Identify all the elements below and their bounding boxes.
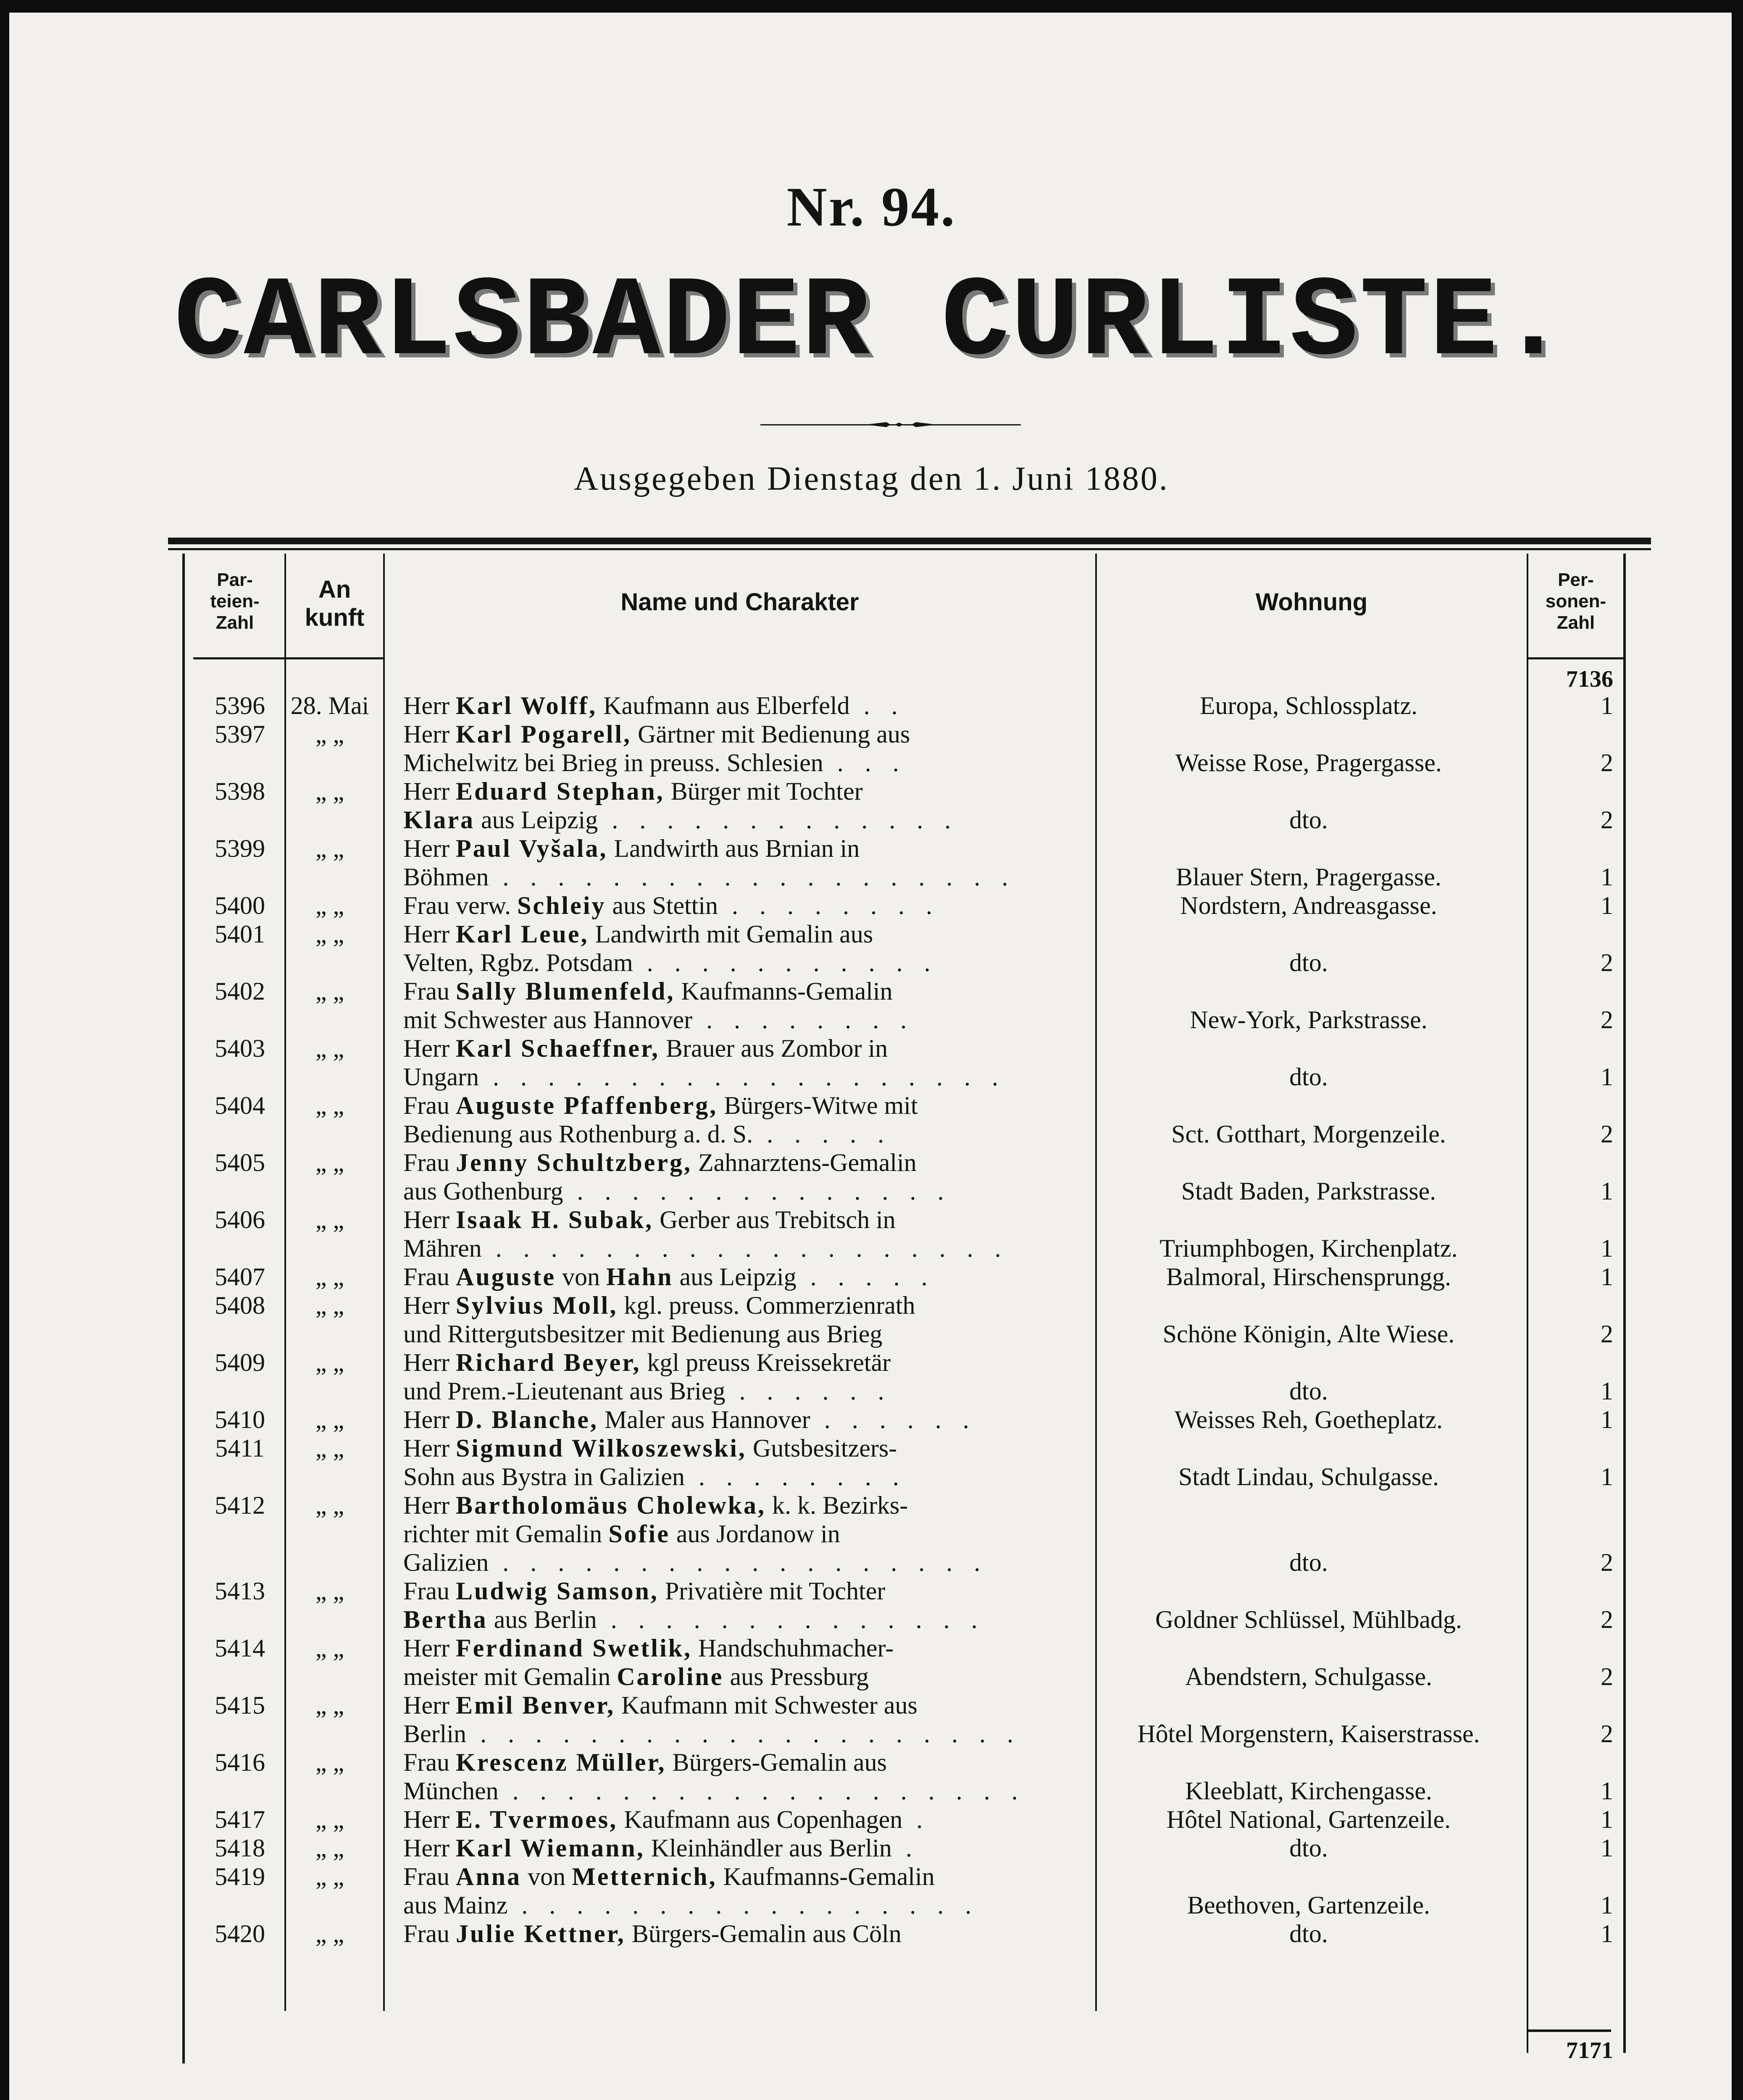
- entry-residence: dto.: [1289, 949, 1328, 976]
- entry-text: Frau: [403, 1920, 456, 1948]
- entry-residence: Stadt Baden, Parkstrasse.: [1181, 1177, 1436, 1205]
- title-ornament-rule: [760, 422, 1021, 428]
- entry-name-line: [403, 950, 1075, 975]
- entry-text: von: [521, 1863, 572, 1890]
- entry-text: Bürgers-Witwe mit: [718, 1092, 918, 1119]
- entry-arrival: „ „: [315, 1920, 344, 1948]
- entry-number: 5413: [215, 1577, 265, 1605]
- header-persons-line3: Zahl: [1556, 612, 1595, 633]
- entry-arrival: „ „: [315, 1834, 344, 1862]
- guest-name: Sally Blumenfeld,: [455, 977, 675, 1005]
- entry-text: Herr: [403, 920, 456, 948]
- entry-residence: Nordstern, Andreasgasse.: [1180, 892, 1437, 919]
- entry-text: Kaufmann aus Copenhagen: [618, 1806, 903, 1833]
- entry-name-line: [403, 1578, 1075, 1604]
- entry-text: mit Schwester aus Hannover: [403, 1006, 693, 1034]
- entry-persons: 1: [1601, 863, 1613, 891]
- entry-text: Herr: [403, 1634, 456, 1662]
- entry-text: Herr: [403, 1834, 456, 1862]
- entry-arrival: „ „: [315, 920, 344, 948]
- entry-text: richter mit Gemalin: [403, 1520, 609, 1548]
- leader-dots: . . . . . . . .: [692, 1006, 915, 1034]
- guest-name: Eduard Stephan,: [455, 777, 665, 805]
- entry-text: aus Pressburg: [723, 1663, 869, 1690]
- entry-number: 5405: [215, 1149, 265, 1176]
- entry-text: Frau: [403, 977, 456, 1005]
- entry-name-line: [403, 1007, 1075, 1032]
- guest-name: Sylvius Moll,: [455, 1292, 618, 1319]
- entry-name-line: [403, 1407, 1075, 1432]
- entry-name-line: [403, 1293, 1075, 1318]
- entry-arrival: „ „: [315, 777, 344, 805]
- entry-number: 5416: [215, 1748, 265, 1776]
- entry-name-line: [403, 1179, 1075, 1204]
- entry-text: Frau: [403, 1577, 456, 1605]
- entry-text: Berlin: [403, 1720, 466, 1748]
- entry-arrival: „ „: [315, 977, 344, 1005]
- entry-arrival: 28. Mai: [290, 692, 369, 719]
- entry-number: 5404: [215, 1092, 265, 1119]
- entry-text: aus Gothenburg: [403, 1177, 563, 1205]
- leader-dots: . . . . . . . .: [718, 892, 940, 919]
- column-divider-name: [383, 554, 385, 2011]
- entry-arrival: „ „: [315, 1034, 344, 1062]
- entry-number: 5402: [215, 977, 265, 1005]
- entry-arrival: „ „: [315, 1491, 344, 1519]
- entry-persons: 2: [1601, 1320, 1613, 1348]
- entry-residence: Beethoven, Gartenzeile.: [1187, 1891, 1430, 1919]
- entry-residence: dto.: [1289, 1377, 1328, 1405]
- entry-number: 5397: [215, 720, 265, 748]
- entry-text: aus Berlin: [487, 1606, 597, 1633]
- header-number-line3: Zahl: [216, 612, 254, 633]
- entry-persons: 1: [1601, 1463, 1613, 1491]
- entry-number: 5410: [215, 1406, 265, 1433]
- entry-name-line: [403, 1378, 1075, 1404]
- leader-dots: . . . . . . . . . . . . . . . . . .: [489, 1549, 988, 1576]
- entry-name-line: [403, 921, 1075, 947]
- total-rule: [1527, 2029, 1611, 2032]
- leader-dots: . . . . .: [796, 1263, 935, 1291]
- entry-persons: 1: [1601, 1063, 1613, 1091]
- entry-arrival: „ „: [315, 1691, 344, 1719]
- entry-text: aus Stettin: [606, 892, 718, 919]
- entry-arrival: „ „: [315, 1577, 344, 1605]
- entry-number: 5418: [215, 1834, 265, 1862]
- entry-number: 5408: [215, 1292, 265, 1319]
- entry-persons: 2: [1601, 1606, 1613, 1633]
- entry-name-line: [403, 1521, 1075, 1546]
- entry-residence: Stadt Lindau, Schulgasse.: [1178, 1463, 1439, 1491]
- entry-text: Kaufmanns-Gemalin: [675, 977, 893, 1005]
- header-persons-line1: Per-: [1558, 570, 1594, 590]
- entry-text: Velten, Rgbz. Potsdam: [403, 949, 633, 976]
- entry-text: Kaufmanns-Gemalin: [717, 1863, 935, 1890]
- header-bottom-rule-right: [1528, 657, 1626, 659]
- leader-dots: . . . . . . . . . . . . .: [598, 806, 959, 834]
- entry-text: Gerber aus Trebitsch in: [653, 1206, 896, 1234]
- entry-name-line: [403, 722, 1075, 747]
- leader-dots: . . . . . . . . . . . . . . . . . . .: [498, 1777, 1025, 1805]
- entry-persons: 1: [1601, 1920, 1613, 1948]
- entry-text: Herr: [403, 692, 456, 719]
- entry-name-line: [403, 1835, 1075, 1861]
- leader-dots: .: [891, 1834, 920, 1862]
- page-title: CARLSBADER CURLISTE.: [174, 259, 1569, 388]
- entry-persons: 2: [1601, 749, 1613, 777]
- entry-persons: 1: [1601, 1406, 1613, 1433]
- entry-persons: 1: [1601, 1234, 1613, 1262]
- entry-text: Maler aus Hannover: [598, 1406, 810, 1433]
- leader-dots: . . . . . . . . . . . . . . . . . . .: [481, 1234, 1009, 1262]
- leader-dots: .: [902, 1806, 931, 1833]
- guest-name: Schleiy: [517, 892, 606, 919]
- top-thin-rule: [168, 548, 1651, 550]
- entry-persons: 1: [1601, 1377, 1613, 1405]
- issue-date-line: Ausgegeben Dienstag den 1. Juni 1880.: [574, 460, 1169, 497]
- entry-text: Bürgers-Gemalin aus Cöln: [625, 1920, 902, 1948]
- entry-name-line: [403, 693, 1075, 718]
- leader-dots: . .: [849, 692, 905, 719]
- entry-text: Zahnarztens-Gemalin: [692, 1149, 917, 1176]
- header-bottom-rule-left: [193, 657, 384, 659]
- guest-name: Richard Beyer,: [455, 1349, 641, 1376]
- entry-text: aus Leipzig: [474, 806, 598, 834]
- guest-name: Bartholomäus Cholewka,: [455, 1491, 766, 1519]
- entry-text: kgl preuss Kreissekretär: [641, 1349, 891, 1376]
- entry-arrival: „ „: [315, 1263, 344, 1291]
- entry-residence: Hôtel Morgenstern, Kaiserstrasse.: [1137, 1720, 1480, 1748]
- entry-arrival: „ „: [315, 720, 344, 748]
- entry-name-line: [403, 1093, 1075, 1118]
- entry-number: 5396: [215, 692, 265, 719]
- entry-residence: Balmoral, Hirschensprungg.: [1166, 1263, 1451, 1291]
- entry-text: Herr: [403, 1491, 456, 1519]
- entry-name-line: [403, 779, 1075, 804]
- entry-persons: 1: [1601, 892, 1613, 919]
- entry-text: Landwirth mit Gemalin aus: [589, 920, 873, 948]
- guest-name: Caroline: [617, 1663, 724, 1690]
- leader-dots: . . . . . . . . . . . . . .: [563, 1177, 952, 1205]
- entry-name-line: [403, 1207, 1075, 1232]
- entry-persons: 2: [1601, 1720, 1613, 1748]
- entry-text: Bürger mit Tochter: [664, 777, 863, 805]
- entry-text: Herr: [403, 720, 456, 748]
- persons-total: 7171: [1566, 2037, 1613, 2063]
- entry-residence: Abendstern, Schulgasse.: [1185, 1663, 1433, 1690]
- persons-carry-over: 7136: [1566, 666, 1613, 692]
- entry-name-line: [403, 1036, 1075, 1061]
- header-arrival-column: [287, 575, 382, 632]
- entry-text: Kaufmann aus Elberfeld: [597, 692, 850, 719]
- guest-name: Anna: [455, 1863, 522, 1890]
- entry-persons: 1: [1601, 1777, 1613, 1805]
- entry-arrival: „ „: [315, 1434, 344, 1462]
- guest-name: Ferdinand Swetlik,: [455, 1634, 692, 1662]
- entry-name-line: [403, 1064, 1075, 1089]
- entry-text: Bedienung aus Rothenburg a. d. S.: [403, 1120, 753, 1148]
- guest-name: Bertha: [403, 1606, 488, 1633]
- entry-arrival: „ „: [315, 1406, 344, 1433]
- entry-persons: 2: [1601, 1120, 1613, 1148]
- entry-number: 5398: [215, 777, 265, 805]
- entry-name-line: [403, 1236, 1075, 1261]
- entry-number: 5417: [215, 1806, 265, 1833]
- leader-dots: . . . . . . . . . . .: [633, 949, 938, 976]
- entry-arrival: „ „: [315, 1634, 344, 1662]
- entry-text: aus Leipzig: [673, 1263, 797, 1291]
- entry-text: Bürgers-Gemalin aus: [666, 1748, 887, 1776]
- entry-text: Michelwitz bei Brieg in preuss. Schlesien: [403, 749, 823, 777]
- entry-name-line: [403, 979, 1075, 1004]
- entry-text: Gutsbesitzers-: [746, 1434, 897, 1462]
- entry-residence: Weisses Reh, Goetheplatz.: [1174, 1406, 1443, 1433]
- entry-name-line: [403, 1921, 1075, 1946]
- entry-name-line: [403, 750, 1075, 775]
- leader-dots: . . . . . . . . . . . . . . . . . . .: [478, 1063, 1006, 1091]
- entry-residence: dto.: [1289, 1834, 1328, 1862]
- entry-name-line: [403, 1436, 1075, 1461]
- entry-name-line: [403, 1350, 1075, 1375]
- guest-name: Hahn: [606, 1263, 673, 1291]
- header-name-column: Name und Charakter: [620, 588, 859, 616]
- header-arrival-line2: kunft: [305, 604, 365, 632]
- guest-name: Isaak H. Subak,: [455, 1206, 654, 1234]
- entry-arrival: „ „: [315, 1748, 344, 1776]
- entry-text: Herr: [403, 1349, 456, 1376]
- header-persons-column: [1529, 569, 1622, 633]
- guest-name: Metternich,: [572, 1863, 717, 1890]
- entry-name-line: [403, 1121, 1075, 1147]
- entry-arrival: „ „: [315, 892, 344, 919]
- guest-name: Julie Kettner,: [455, 1920, 626, 1948]
- issue-number: Nr. 94.: [786, 176, 957, 238]
- entry-text: Gärtner mit Bedienung aus: [631, 720, 910, 748]
- entry-residence: Schöne Königin, Alte Wiese.: [1162, 1320, 1455, 1348]
- guest-name: Auguste Pfaffenberg,: [455, 1092, 718, 1119]
- entry-text: und Rittergutsbesitzer mit Bedienung aus Brieg: [403, 1320, 883, 1348]
- entry-residence: dto.: [1289, 1549, 1328, 1576]
- entry-text: Sohn aus Bystra in Galizien: [403, 1463, 685, 1491]
- entry-name-line: [403, 1664, 1075, 1689]
- entry-residence: Hôtel National, Gartenzeile.: [1166, 1806, 1451, 1833]
- leader-dots: . . . . . . . . . . . . . . . . . . . .: [466, 1720, 1021, 1748]
- entry-text: Kleinhändler aus Berlin: [644, 1834, 892, 1862]
- entry-text: Frau: [403, 1263, 456, 1291]
- entry-name-line: [403, 1464, 1075, 1489]
- entry-name-line: [403, 1264, 1075, 1289]
- entry-persons: 2: [1601, 1006, 1613, 1034]
- entry-name-line: [403, 1893, 1075, 1918]
- entry-name-line: [403, 1150, 1075, 1175]
- entry-text: Böhmen: [403, 863, 489, 891]
- guest-name: Klara: [403, 806, 475, 834]
- entry-arrival: „ „: [315, 835, 344, 862]
- leader-dots: . . . . . .: [725, 1377, 892, 1405]
- entry-residence: Europa, Schlossplatz.: [1199, 692, 1418, 719]
- leader-dots: . . . . . . . . . . . . . . . . . . .: [489, 863, 1016, 891]
- entry-persons: 1: [1601, 1891, 1613, 1919]
- entry-persons: 1: [1601, 1263, 1613, 1291]
- entry-text: Kaufmann mit Schwester aus: [615, 1691, 918, 1719]
- entry-arrival: „ „: [315, 1149, 344, 1176]
- entry-arrival: „ „: [315, 1349, 344, 1376]
- entry-text: Brauer aus Zombor in: [659, 1034, 888, 1062]
- guest-name: Paul Vyšala,: [455, 835, 608, 862]
- entry-residence: Weisse Rose, Pragergasse.: [1175, 749, 1442, 777]
- entry-residence: New-York, Parkstrasse.: [1190, 1006, 1428, 1034]
- entry-name-line: [403, 1550, 1075, 1575]
- guest-name: Auguste: [455, 1263, 556, 1291]
- guest-name: Karl Leue,: [455, 920, 589, 948]
- entry-text: meister mit Gemalin: [403, 1663, 617, 1690]
- header-residence-column: Wohnung: [1255, 588, 1368, 616]
- entry-persons: 2: [1601, 949, 1613, 976]
- column-divider-persons: [1527, 554, 1528, 2053]
- entry-name-line: [403, 1750, 1075, 1775]
- entry-text: Herr: [403, 1806, 456, 1833]
- entry-name-line: [403, 1778, 1075, 1803]
- entry-text: Herr: [403, 1292, 456, 1319]
- header-arrival-line1: An: [318, 576, 351, 603]
- entry-text: aus Jordanow in: [670, 1520, 840, 1548]
- entry-number: 5400: [215, 892, 265, 919]
- entry-number: 5414: [215, 1634, 265, 1662]
- entry-text: kgl. preuss. Commerzienrath: [618, 1292, 915, 1319]
- entry-name-line: [403, 893, 1075, 918]
- entry-text: Galizien: [403, 1549, 489, 1576]
- entry-text: Herr: [403, 1406, 456, 1433]
- entry-text: Landwirth aus Brnian in: [607, 835, 860, 862]
- entry-text: Herr: [403, 777, 456, 805]
- header-number-line2: teien-: [210, 591, 260, 612]
- guest-name: Karl Pogarell,: [455, 720, 632, 748]
- entry-residence: dto.: [1289, 1920, 1328, 1948]
- entry-persons: 2: [1601, 1549, 1613, 1576]
- leader-dots: . . .: [823, 749, 907, 777]
- guest-name: Karl Schaeffner,: [455, 1034, 660, 1062]
- leader-dots: . . . . . . . .: [684, 1463, 907, 1491]
- entry-persons: 1: [1601, 1834, 1613, 1862]
- guest-name: Karl Wolff,: [455, 692, 597, 719]
- entry-text: Ungarn: [403, 1063, 479, 1091]
- entry-name-line: [403, 1607, 1075, 1632]
- guest-name: Jenny Schultzberg,: [455, 1149, 692, 1176]
- guest-name: Emil Benver,: [455, 1691, 615, 1719]
- entry-text: und Prem.-Lieutenant aus Brieg: [403, 1377, 726, 1405]
- entry-text: Privatière mit Tochter: [658, 1577, 886, 1605]
- entry-text: Herr: [403, 1434, 456, 1462]
- entry-text: Frau: [403, 1149, 456, 1176]
- leader-dots: . . . . . .: [810, 1406, 977, 1433]
- entry-number: 5409: [215, 1349, 265, 1376]
- entry-name-line: [403, 1721, 1075, 1746]
- entry-residence: Goldner Schlüssel, Mühlbadg.: [1155, 1606, 1462, 1633]
- leader-dots: . . . . .: [753, 1120, 892, 1148]
- entry-persons: 1: [1601, 692, 1613, 719]
- entry-persons: 1: [1601, 1806, 1613, 1833]
- entry-residence: dto.: [1289, 806, 1328, 834]
- entry-arrival: „ „: [315, 1863, 344, 1890]
- entry-text: Frau: [403, 1863, 456, 1890]
- leader-dots: . . . . . . . . . . . . . . . . .: [507, 1891, 979, 1919]
- guest-name: D. Blanche,: [455, 1406, 598, 1433]
- entry-text: Herr: [403, 1206, 456, 1234]
- entry-number: 5412: [215, 1491, 265, 1519]
- entry-name-line: [403, 1807, 1075, 1832]
- entry-name-line: [403, 1493, 1075, 1518]
- entry-text: Frau verw.: [403, 892, 518, 919]
- top-thick-rule: [168, 538, 1651, 544]
- entry-persons: 2: [1601, 1663, 1613, 1690]
- entry-arrival: „ „: [315, 1206, 344, 1234]
- entry-residence: Sct. Gotthart, Morgenzeile.: [1171, 1120, 1446, 1148]
- entry-number: 5399: [215, 835, 265, 862]
- guest-name: E. Tvermoes,: [455, 1806, 618, 1833]
- guest-name: Sofie: [608, 1520, 670, 1548]
- frame-right-line: [1623, 554, 1626, 2053]
- entry-arrival: „ „: [315, 1292, 344, 1319]
- entry-text: Handschuhmacher-: [692, 1634, 894, 1662]
- guest-name: Krescenz Müller,: [455, 1748, 666, 1776]
- entry-residence: dto.: [1289, 1063, 1328, 1091]
- entry-name-line: [403, 1635, 1075, 1661]
- entry-residence: Blauer Stern, Pragergasse.: [1175, 863, 1442, 891]
- entry-text: Herr: [403, 835, 456, 862]
- entry-text: von: [556, 1263, 607, 1291]
- entry-arrival: „ „: [315, 1092, 344, 1119]
- entry-name-line: [403, 1321, 1075, 1347]
- entry-text: Frau: [403, 1092, 456, 1119]
- entry-text: München: [403, 1777, 499, 1805]
- entry-persons: 2: [1601, 806, 1613, 834]
- header-number-column: [187, 569, 283, 633]
- entry-name-line: [403, 1693, 1075, 1718]
- entry-name-line: [403, 807, 1075, 832]
- entry-number: 5415: [215, 1691, 265, 1719]
- entry-persons: 1: [1601, 1177, 1613, 1205]
- entry-number: 5419: [215, 1863, 265, 1890]
- entry-name-line: [403, 836, 1075, 861]
- entry-residence: Triumphbogen, Kirchenplatz.: [1159, 1234, 1458, 1262]
- entry-arrival: „ „: [315, 1806, 344, 1833]
- entry-text: aus Mainz: [403, 1891, 508, 1919]
- entry-number: 5420: [215, 1920, 265, 1948]
- entry-number: 5411: [215, 1434, 265, 1462]
- header-number-line1: Par-: [217, 570, 253, 590]
- header-persons-line2: sonen-: [1545, 591, 1606, 612]
- entry-name-line: [403, 864, 1075, 890]
- entry-text: k. k. Bezirks-: [766, 1491, 908, 1519]
- entry-residence: Kleeblatt, Kirchengasse.: [1185, 1777, 1433, 1805]
- guest-name: Sigmund Wilkoszewski,: [455, 1434, 747, 1462]
- entry-text: Mähren: [403, 1234, 482, 1262]
- guest-name: Ludwig Samson,: [455, 1577, 659, 1605]
- entry-text: Herr: [403, 1691, 456, 1719]
- entry-text: Herr: [403, 1034, 456, 1062]
- entry-number: 5403: [215, 1034, 265, 1062]
- entry-number: 5407: [215, 1263, 265, 1291]
- leader-dots: . . . . . . . . . . . . . .: [597, 1606, 985, 1633]
- entry-text: Frau: [403, 1748, 456, 1776]
- entry-name-line: [403, 1864, 1075, 1889]
- entry-number: 5401: [215, 920, 265, 948]
- frame-left-line: [182, 554, 185, 2063]
- guest-name: Karl Wiemann,: [455, 1834, 645, 1862]
- entry-number: 5406: [215, 1206, 265, 1234]
